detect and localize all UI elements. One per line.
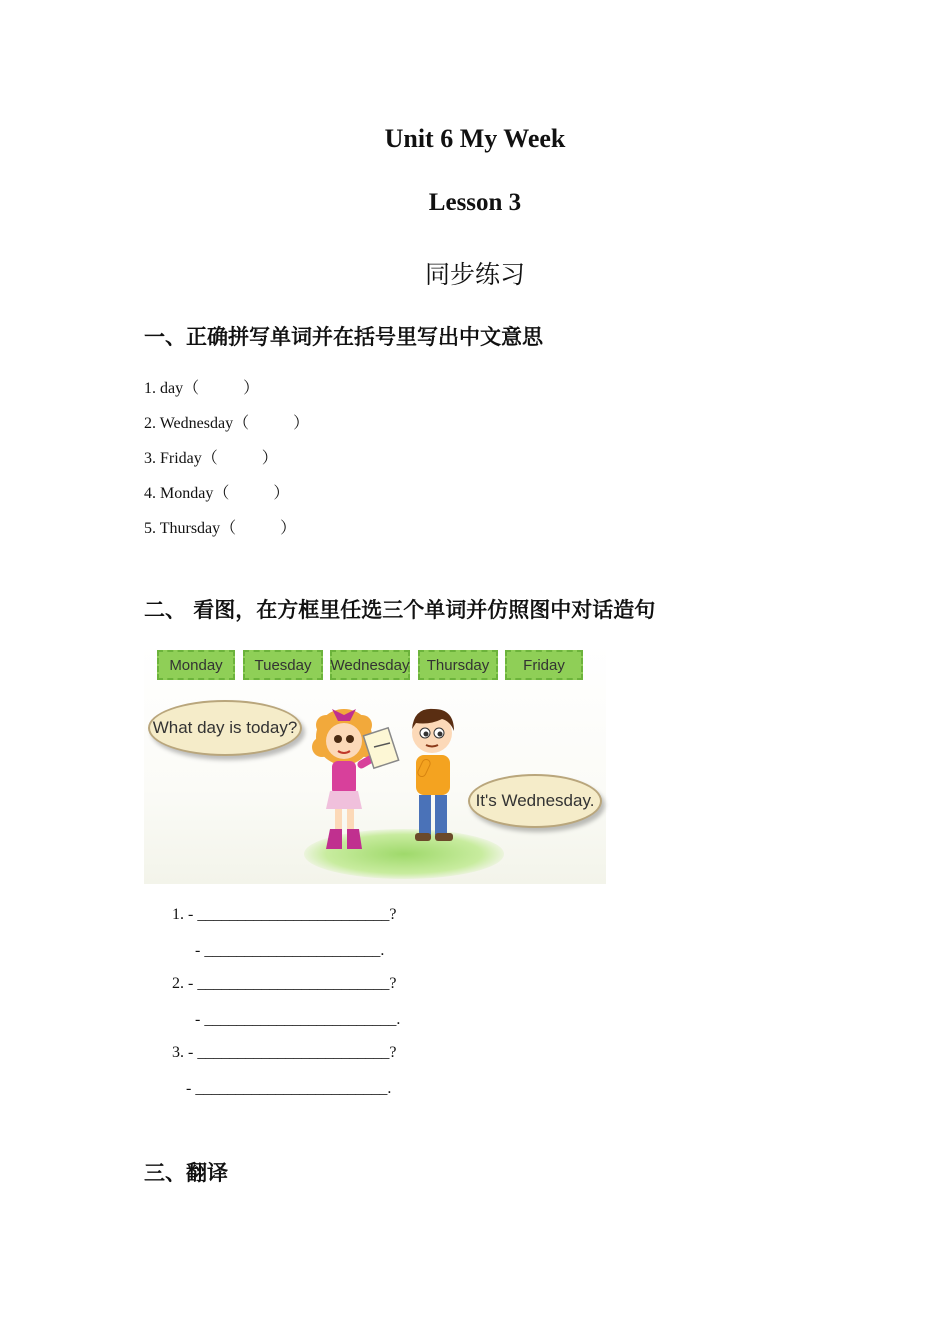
section-1-heading: 一、正确拼写单词并在括号里写出中文意思 <box>144 325 543 349</box>
tag-thursday: Thursday <box>418 650 498 680</box>
unit-title: Unit 6 My Week <box>384 124 566 153</box>
practice-title: 同步练习 <box>424 260 525 289</box>
exercise-item: 2. Wednesday（ ） <box>144 415 310 432</box>
speech-bubble-question: What day is today? <box>148 700 302 756</box>
lesson-title: Lesson 3 <box>428 189 522 216</box>
section-3-heading: 三、翻译 <box>144 1161 228 1185</box>
dialogue-line-1-answer: - ______________________. <box>195 942 385 959</box>
tag-monday: Monday <box>157 650 235 680</box>
exercise-item: 5. Thursday（ ） <box>144 520 297 537</box>
tag-friday: Friday <box>505 650 583 680</box>
section-2-heading: 二、 看图，在方框里任选三个单词并仿照图中对话造句 <box>144 598 656 622</box>
exercise-item: 1. day（ ） <box>144 380 260 397</box>
dialogue-line-3-question: 3. - ________________________? <box>172 1044 397 1061</box>
dialogue-line-2-answer: - ________________________. <box>195 1011 401 1028</box>
dialogue-line-2-question: 2. - ________________________? <box>172 975 397 992</box>
girl-figure <box>312 709 379 849</box>
exercise-item: 4. Monday（ ） <box>144 485 290 502</box>
speech-bubble-answer: It's Wednesday. <box>468 774 602 828</box>
boy-figure <box>412 709 454 841</box>
children-illustration <box>304 699 474 884</box>
dialogue-line-1-question: 1. - ________________________? <box>172 906 397 923</box>
tag-wednesday: Wednesday <box>330 650 410 680</box>
tag-tuesday: Tuesday <box>243 650 323 680</box>
dialogue-illustration <box>144 644 606 884</box>
dialogue-line-3-answer: - ________________________. <box>186 1080 392 1097</box>
exercise-item: 3. Friday（ ） <box>144 450 278 467</box>
